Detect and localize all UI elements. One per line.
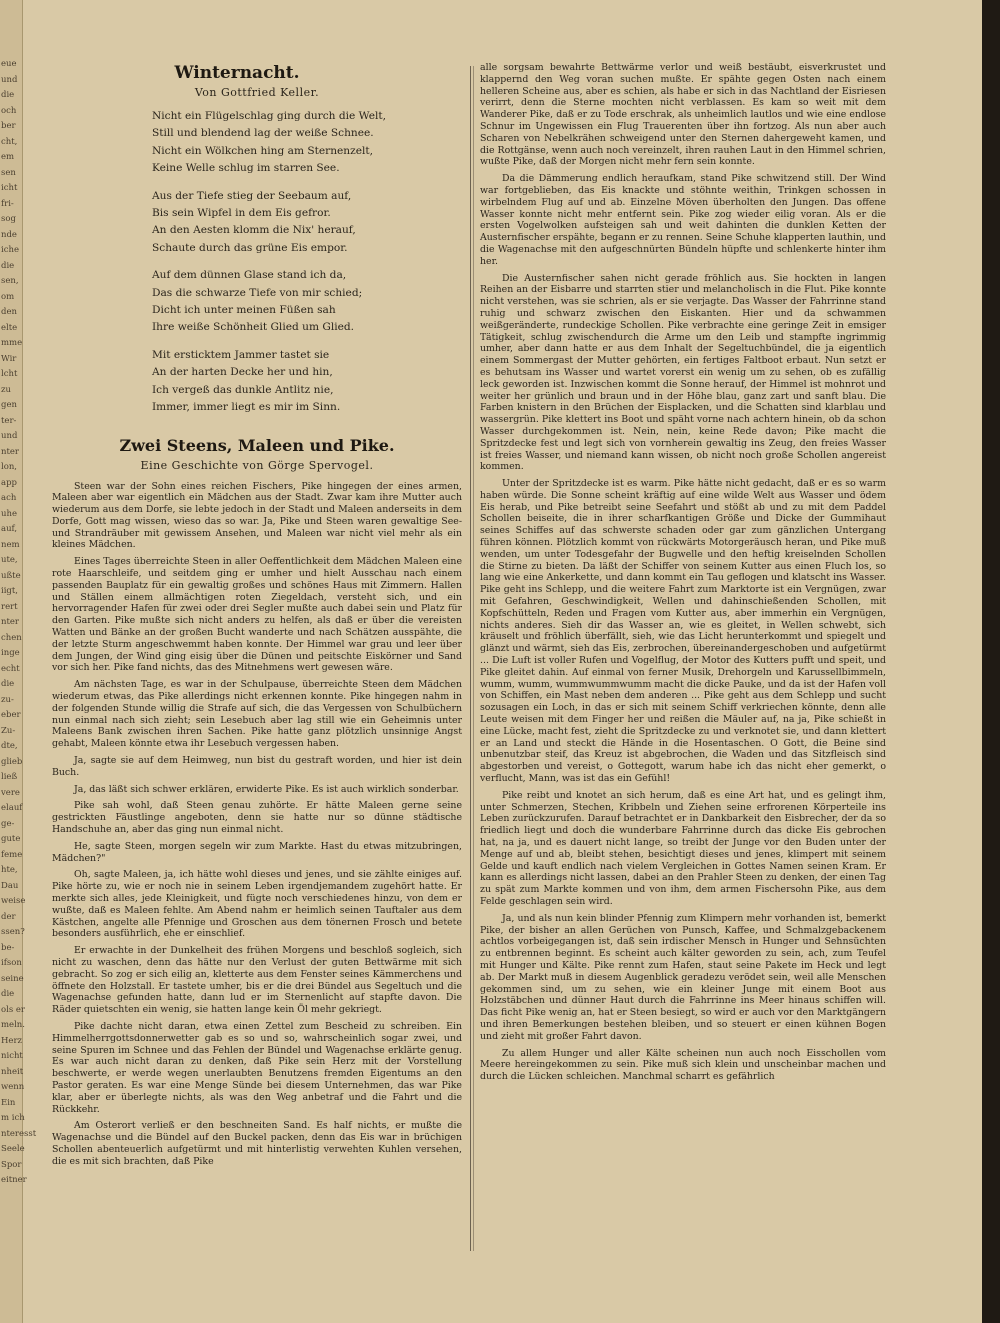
margin-fragment: ach — [1, 493, 17, 503]
margin-fragment: nheit — [1, 1066, 24, 1077]
margin-fragment: sog — [1, 214, 16, 224]
margin-fragment: echt — [1, 663, 20, 674]
paragraph: Ja, und als nun kein blinder Pfennig zum Klimpern mehr vorhanden ist, bemerkt Pike, der bisher an allen Gerüchen von Punsch, Kaffee, und Schmalzgebackenem achtlos vorbeigegangen ist, daß sein irdischer Mensch in Hunger und Sehnsüchten zu entbrennen beginnt. Es scheint auch kälter geworden zu sein, ach, zum Teufel mit Hunger und Kälte. Pike rennt zum Hafen, staut seine Pakete im Heck und legt ab. Der Markt muß in diesem Augenblick geradezu verödet sein, weil alle Menschen gekommen sind, um zu sehen, wie ein kleiner Junge mit einem Boot aus Holzstäbchen und dünner Haut durch die Fahrrinne ins Meer hinaus schiffen will. Das ficht Pike wenig an, hat er Steen besiegt, so wird er auch vor den Marktgängern und ihren Bemerkungen bestehen bleiben, und so steuert er einen kühnen Bogen und zieht mit großer Fahrt davon. — [480, 912, 886, 1042]
paragraph: Ja, das läßt sich schwer erklären, erwiderte Pike. Es ist auch wirklich sonderbar. — [74, 783, 459, 795]
margin-fragment: rert — [1, 601, 18, 612]
margin-fragment: Dau — [1, 880, 19, 891]
margin-fragment: eue — [1, 59, 17, 69]
margin-fragment: Wir — [1, 353, 17, 364]
poem-author: Von Gottfried Keller. — [194, 86, 320, 99]
margin-fragment: seine — [1, 973, 24, 984]
poem-line: An der harten Decke her und hin, — [152, 366, 333, 379]
poem-line: Immer, immer liegt es mir im Sinn. — [152, 401, 341, 414]
margin-fragment: nde — [1, 229, 17, 240]
margin-fragment: den — [1, 307, 17, 317]
paragraph: Unter der Spritzdecke ist es warm. Pike hätte nicht gedacht, daß er es so warm haben würde. Die Sonne scheint kräftig auf eine wilde Welt aus Wasser und ödem Eis herab, und Pike betreibt seine Seefahrt und stößt ab und zu mit dem Paddel Schollen beiseite, die in ihrer scharfkantigen Größe und Dicke der Gummihaut seines Schiffes auf das schwerste schaden oder gar zum gänzlichen Untergang führen können. Plötzlich kommt von rückwärts Motorgeräusch heran, und Pike muß wenden, um unter Todesgefahr der Bugwelle und den heftig kreiselnden Schollen die Stirne zu bieten. Da läßt der Schiffer von seinem Kutter aus einen Fluch los, so lang wie eine Ankerkette, und dann kommt ein Tau geflogen und klatscht ins Wasser. Pike geht ins Schlepp, und die weitere Fahrt zum Marktorte ist ein Vergnügen, zwar mit Gefahren, Geschwindigkeit, Wellen und dahinschießenden Schollen, mit Kopfschütteln, Reden und Fragen vom Kutter aus, aber immerhin ein Vergnügen, nichts anderes. Sieh dir das Wasser an, wie es gleitet, in Wellen schwebt, sich kräuselt und fröhlich überfällt, sieh, wie das Licht herunterkommt und spiegelt und glänzt und wärmt, sieh das Eis, zerbrochen, übereinandergeschoben und aufgetürmt ... Die Luft ist voller Rufen und Vogelflug, der Motor des Kutters pufft und speit, und Pike gleitet dahin. Auf einmal von ferner Musik, Drehorgeln und Karussellbimmeln, wumm, wumm, wummwummwumm macht die dicke Pauke, und da ist der Hafen voll von Schiffen, ein Mast neben dem anderen ... Pike geht aus dem Schlepp und sucht sozusagen ein Loch, in das er sich mit seinem Schiff verkriechen könnte, denn alle Leute weisen mit dem Finger her und reißen die Mäuler auf, na ja, Pike schießt in eine Lücke, macht fest, zieht die Spritzdecke zu und verknotet sie, und dann klettert er an Land und steckt die Hände in die Hosentaschen. O Gott, die Beine sind unbenutzbar steif, das Kreuz ist abgebrochen, die Waden und das Sitzfleisch sind abgestorben und vereist, o Gottegott, warum habe ich das nicht eher gemerkt, o verflucht, Mann, was ist das ein Gefühl! — [480, 478, 886, 785]
margin-fragment: nter — [1, 617, 19, 627]
paragraph: Er erwachte in der Dunkelheit des frühen Morgens und beschloß sogleich, sich nicht zu waschen, denn das hätte nur den Verlust der guten Bettwärme mit sich gebracht. So zog er sich eilig an, kletterte aus dem Fenster seines Kämmerchens und öffnete den Holzstall. Er tastete umher, bis er die drei Bündel aus Segeltuch und die Wagenachse gefunden hatte, dann lud er im Sternenlicht auf stapfte davon. Die Räder quietschten ein wenig, sie hatten lange kein Öl mehr gekriegt. — [52, 945, 462, 1016]
margin-fragment: lon, — [1, 462, 18, 472]
paragraph: Pike sah wohl, daß Steen genau zuhörte. Er hätte Maleen gerne seine gestrickten Fäustlinge angeboten, denn sie hatte nur so dünne städtische Handschuhe an, aber das ging nun einmal nicht. — [52, 800, 462, 836]
margin-fragment: vere — [1, 787, 20, 798]
paragraph: Eines Tages überreichte Steen in aller Oeffentlichkeit dem Mädchen Maleen eine rote Haarschleife, und seitdem ging er umher und hielt Ausschau nach einem passenden Bauplatz für ein gewaltig großes und schönes Haus mit Zimmern. Hallen und Ställen einem allmächtigen roten Ziegeldach, versteht sich, und ein hervorragender Hafen für zwei oder drei Segler mußte auch dabei sein und Platz für den Garten. Pike mußte sich nicht anders zu helfen, als daß er über die vereisten Watten und Bänke an der großen Bucht wanderte und nach Schätzen ausspähte, die der letzte Sturm angeschwemmt haben konnte. Der Himmel war grau und leer über dem Jungen, der Wind ging eisig über die Dünen und peitschte Eiskörner und Sand vor sich her. Pike fand nichts, das des Mitnehmens wert gewesen wäre. — [52, 556, 462, 674]
poem-line: Das die schwarze Tiefe von mir schied; — [152, 286, 363, 299]
poem-line: Nicht ein Flügelschlag ging durch die Welt, — [152, 110, 386, 122]
paragraph: Zu allem Hunger und aller Kälte scheinen nun auch noch Eisschollen vom Meere hereingekommen zu sein. Pike muß sich klein und unscheinbar machen und durch die Lücken schleichen. Manchmal scharrt es gefährlich — [480, 1047, 886, 1083]
poem-title: Winternacht. — [174, 63, 300, 83]
margin-fragment: feme — [1, 849, 23, 860]
margin-fragment: ber — [1, 121, 16, 131]
right-column — [480, 62, 886, 1083]
paragraph: Die Austernfischer sahen nicht gerade fröhlich aus. Sie hockten in langen Reihen an der Eisbarre und starrten stier und melancholisch in die Flut. Pike konnte nicht verstehen, was sie schrien, als er sie verjagte. Das Wasser der Fahrrinne stand ruhig und schwarz zwischen den Eiskanten. Hier und da schwammen weißgeränderte, rundeckige Schollen. Pike verbrachte eine geringe Zeit in emsiger Tätigkeit, schlug zwischendurch die Arme um den Leib und stampfte ingrimmig umher, aber dann hatte er aus dem Inhalt der Segeltuchbündel, die ja eigentlich einem Sommergast der Mutter gehörten, ein fertiges Faltboot erbaut. Nun setzt er es behutsam ins Wasser und wartet vorerst ein wenig um zu sehen, ob es zufällig leck geworden ist. Inzwischen kommt die Sonne herauf, der Himmel ist mohnrot und weiter her grünlich und braun und in der Höhe blau, ganz zart und sanft blau. Die Farben knistern in den Brüchen der Eisplacken, und die Schatten sind klarblau und wassergrün. Pike klettert ins Boot und späht vorne nach achtern hinein, ob da schon Wasser durchgekommen ist. Nein, nein, keine Rede davon; Pike macht die Spritzdecke fest und legt sich von vornherein gewaltig ins Zeug, den freies Wasser ist freies Wasser, und niemand kann wissen, ob nicht noch große Schollen angereist kommen. — [480, 272, 886, 473]
margin-fragment: icht — [1, 183, 18, 193]
margin-fragment: weise — [1, 896, 26, 906]
poem-line: Nicht ein Wölkchen hing am Sternenzelt, — [152, 144, 373, 157]
poem-line: Ich vergeß das dunkle Antlitz nie, — [152, 383, 334, 396]
poem-stanza — [152, 347, 462, 417]
poem-line: Dicht ich unter meinen Füßen sah — [152, 304, 336, 317]
margin-fragment: be- — [1, 942, 15, 953]
margin-fragment: die — [1, 260, 15, 271]
poem-stanza — [152, 108, 462, 178]
paragraph: Ja, sagte sie auf dem Heimweg, nun bist du gestraft worden, und hier ist dein Buch. — [52, 755, 462, 778]
margin-fragment: die — [1, 679, 15, 689]
paragraph: alle sorgsam bewahrte Bettwärme verlor und weiß bestäubt, eisverkrustet und klappernd den Weg voran suchen mußte. Er spähte gegen Osten nach einem helleren Scheine aus, aber es schien, als habe er sich in das Nachtland der Eisriesen verirrt, denn die Sterne mochten nicht verblassen. Es kam so weit mit dem Wanderer Pike, daß er zu Tode erschrak, als unheimlich lautlos und wie eine endlose Schnur im Ungewissen ein Flug Trauerenten über ihn fortzog. Als nun aber auch Scharen von Nebelkrähen schweigend unter den Sternen dahergeweht kamen, und die Rottgänse, wenn auch noch vereinzelt, ihren rauhen Laut in den Himmel schrien, wußte Pike, daß der Morgen nicht mehr fern sein konnte. — [480, 62, 886, 168]
margin-fragment: Herz — [1, 1035, 22, 1046]
margin-fragment: cht, — [1, 136, 18, 147]
margin-fragment: elauf — [1, 803, 23, 813]
margin-fragment: m ich — [1, 1113, 25, 1123]
poem-line: Ihre weiße Schönheit Glied um Glied. — [152, 321, 355, 334]
paragraph: He, sagte Steen, morgen segeln wir zum Markte. Hast du etwas mitzubringen, Mädchen?" — [52, 840, 462, 864]
poem-line: Bis sein Wipfel in dem Eis gefror. — [152, 207, 331, 220]
poem-stanza — [152, 267, 462, 337]
column-divider — [470, 66, 471, 1251]
margin-fragment: zu- — [1, 694, 14, 705]
margin-fragment: und — [1, 431, 18, 441]
margin-fragment: sen — [1, 167, 16, 178]
story-byline: Eine Geschichte von Görge Spervogel. — [140, 458, 374, 472]
margin-fragment: iigt, — [1, 586, 18, 596]
adjacent-page-margin — [0, 0, 37, 1323]
margin-fragment: lcht — [1, 369, 18, 379]
margin-fragment: gen — [1, 400, 17, 410]
poem-body — [52, 108, 462, 417]
margin-fragment: elte — [1, 322, 18, 333]
margin-fragment: dte, — [1, 741, 18, 751]
margin-fragment: fri- — [1, 198, 14, 209]
margin-fragment: ifson — [1, 958, 22, 968]
margin-fragment: Zu- — [1, 725, 16, 736]
margin-fragment: om — [1, 291, 15, 302]
margin-fragment: gute — [1, 834, 21, 844]
margin-fragment: ließ — [1, 772, 18, 782]
margin-fragment: iche — [1, 245, 19, 255]
margin-fragment: und — [1, 74, 18, 85]
margin-fragment: ußte — [1, 570, 21, 581]
poem-stanza — [152, 188, 462, 258]
margin-fragment: och — [1, 105, 17, 116]
margin-fragment: der — [1, 911, 16, 922]
margin-fragment: eber — [1, 710, 21, 720]
margin-fragment: wenn — [1, 1082, 25, 1092]
margin-fragment: die — [1, 90, 15, 100]
poem-line: Aus der Tiefe stieg der Seebaum auf, — [152, 189, 352, 202]
left-column — [52, 62, 462, 1168]
margin-fragment: em — [1, 152, 15, 162]
column-divider-inner — [473, 66, 474, 1251]
margin-fragment: Spor — [1, 1159, 22, 1170]
margin-fragment: Seele — [1, 1144, 25, 1154]
margin-fragment: app — [1, 477, 17, 488]
margin-fragment: ols er — [1, 1004, 25, 1015]
poem-line: Mit ersticktem Jammer tastet sie — [152, 348, 330, 361]
poem-line: Keine Welle schlug im starren See. — [152, 162, 340, 175]
poem-line: Still und blendend lag der weiße Schnee. — [152, 127, 374, 140]
paragraph: Steen war der Sohn eines reichen Fischers, Pike hingegen der eines armen, Maleen aber war eigentlich ein Mädchen aus der Stadt. Zwar kam ihre Mutter auch wiederum aus dem Dorfe, sie lebte jedoch in der Stadt und Maleen anderseits in dem Dorfe, Gott mag wissen, wieso das so war. Ja, Pike und Steen waren gewaltige See- und Strandräuber mit gewissem Ansehen, und Maleen war nicht viel mehr als ein kleines Mädchen. — [52, 480, 462, 551]
margin-fragment: zu — [1, 384, 11, 395]
margin-fragment: hte, — [1, 865, 18, 875]
margin-fragment: Ein — [1, 1097, 16, 1108]
story-text-right — [480, 62, 886, 1083]
margin-fragment: eitner — [1, 1175, 27, 1185]
poem-line: Schaute durch das grüne Eis empor. — [152, 241, 348, 254]
margin-fragment: nteresst — [1, 1128, 37, 1139]
paragraph: Pike dachte nicht daran, etwa einen Zettel zum Bescheid zu schreiben. Ein Himmelherrgottsdonnerwetter gab es so und so, wahrscheinlich sogar zwei, und seine Spuren im Schnee und das Fehlen der Bündel und Wagenachse erklärte genug. Es war auch nicht daran zu denken, daß Pike sein Herz mit der Vorstellung beschwerte, er werde wegen unerlaubten Benutzens fremden Eigentums an den Pastor geraten. Es war eine Menge Sünde bei diesem Unternehmen, das war Pike klar, aber er überlegte nichts, als was den Weg anbetraf und die Fahrt und die Rückkehr. — [52, 1020, 462, 1115]
paragraph: Am Osterort verließ er den beschneiten Sand. Es half nichts, er mußte die Wagenachse und die Bündel auf den Buckel packen, denn das Eis war in brüchigen Schollen abenteuerlich aufgetürmt und mit hinterlistig verwehten Kuhlen versehen, die es mit sich brachten, daß Pike — [52, 1120, 462, 1167]
margin-fragment: ge- — [1, 818, 15, 829]
poem-line: Auf dem dünnen Glase stand ich da, — [152, 269, 347, 282]
margin-fragment: ute, — [1, 555, 18, 565]
margin-fragment: nem — [1, 539, 20, 550]
paragraph: Oh, sagte Maleen, ja, ich hätte wohl dieses und jenes, und sie zählte einiges auf. Pike hörte zu, wie er noch nie in seinem Leben irgendjemandem zugehört hatte. Er merkte sich alles, jede Kleinigkeit, und fügte noch verschiedenes hinzu, von dem er wußte, daß es Maleen fehlte. Am Abend nahm er heimlich seinen Tauftaler aus dem Kästchen, angelte alle Pfennige und Groschen aus dem tönernen Frosch und betete besonders ausführlich, ehe er einschlief. — [52, 869, 462, 940]
poem-line: An den Aesten klomm die Nix' herauf, — [152, 224, 356, 237]
paragraph: Pike reibt und knotet an sich herum, daß es eine Art hat, und es gelingt ihm, unter Schmerzen, Stechen, Kribbeln und Ziehen seine erfrorenen Körperteile ins Leben zurückzurufen. Darauf betrachtet er in Dankbarkeit den Eisbrecher, der da so friedlich liegt und doch die wunderbare Fahrrinne durch das dicke Eis gebrochen hat, na ja, und es dauert nicht lange, so treibt der Junge vor den Buden unter der Menge auf und ab, bleibt stehen, besichtigt dieses und jenes, klimpert mit seinem Gelde und kauft endlich nach vielem Vergleichen in Gottes Namen seinen Kram. Er kann es allerdings nicht lassen, dabei an den Prahler Steen zu denken, der einen Tag zu spät zum Markte kommen und von ihm, dem armen Fischersohn Pike, aus dem Felde geschlagen sein wird. — [480, 789, 887, 907]
margin-fragment: glieb — [1, 756, 23, 767]
margin-fragment: auf, — [1, 524, 18, 534]
margin-fragment: nicht — [1, 1051, 23, 1061]
margin-fragment: mme — [1, 338, 23, 348]
story-text-left — [52, 481, 462, 1168]
margin-fragment: inge — [1, 648, 20, 658]
story-title: Zwei Steens, Maleen und Pike. — [119, 435, 395, 455]
margin-fragment: ssen? — [1, 927, 25, 937]
margin-fragment: chen — [1, 632, 22, 643]
margin-fragment: ter- — [1, 415, 17, 426]
margin-fragment: sen, — [1, 276, 19, 286]
margin-fragment: nter — [1, 446, 19, 457]
margin-fragment: die — [1, 989, 15, 999]
paragraph: Da die Dämmerung endlich heraufkam, stand Pike schwitzend still. Der Wind war fortgeblieben, das Eis knackte und stöhnte weithin, Trinkgen schossen in wirbelndem Flug auf und ab. Einzelne Möven überholten den Jungen. Das offene Wasser konnte nicht mehr entfernt sein. Pike zog wieder eilig voran. Als er die ersten Vogelwolken aufsteigen sah und weit dahinten die dunklen Ketten der Austernfischer erspähte, begann er zu rennen. Seine Schuhe klapperten lauthin, und die Wagenachse mit den aufgeschnürten Bündeln hüpfte und schlenkerte hinter ihm her. — [480, 173, 886, 267]
margin-fragment: uhe — [1, 508, 17, 519]
scan-edge — [982, 0, 1000, 1323]
margin-fragment: meln. — [1, 1020, 25, 1030]
paragraph: Am nächsten Tage, es war in der Schulpause, überreichte Steen dem Mädchen wiederum etwas, das Pike allerdings nicht erkennen konnte. Pike hingegen nahm in der folgenden Stunde willig die Strafe auf sich, die das Vergessen von Schulbüchern nun einmal nach sich zieht; sein Lesebuch aber lag still wie ein Geheimnis unter Maleens Bank zwischen ihren Sachen. Pike hatte ganz plötzlich unsinnige Angst gehabt, Maleen könnte etwa ihr Lesebuch vergessen haben. — [52, 679, 462, 750]
